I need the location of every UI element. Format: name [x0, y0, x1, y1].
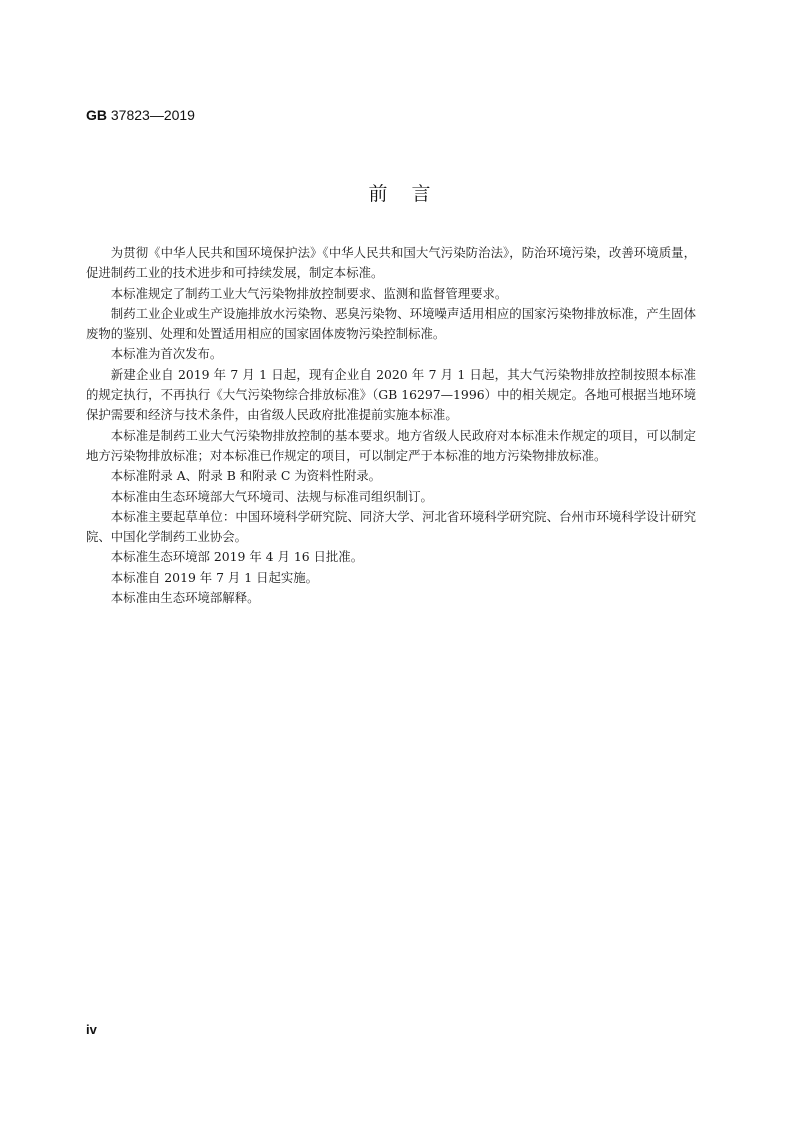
paragraph-implementation: 本标准自 2019 年 7 月 1 日起实施。 — [110, 569, 319, 585]
paragraph-organizer: 本标准由生态环境部大气环境司、法规与标准司组织制订。 — [110, 488, 433, 504]
page-title: 前言 — [368, 183, 455, 205]
paragraph-scope: 本标准规定了制药工业大气污染物排放控制要求、监测和监督管理要求。 — [110, 285, 508, 301]
paragraph-drafting-units: 本标准主要起草单位：中国环境科学研究院、同济大学、河北省环境科学研究院、台州市环境科学设计研究院、中国化学制药工业协会。 — [86, 508, 696, 545]
paragraph-other-pollutants: 制药工业企业或生产设施排放水污染物、恶臭污染物、环境噪声适用相应的国家污染物排放标准，产生固体废物的鉴别、处理和处置适用相应的国家固体废物污染控制标准。 — [86, 305, 696, 342]
page-number: iv — [86, 1022, 97, 1037]
foreword-body — [86, 243, 696, 608]
paragraph-approval: 本标准生态环境部 2019 年 4 月 16 日批准。 — [110, 549, 364, 565]
paragraph-basic-requirements: 本标准是制药工业大气污染物排放控制的基本要求。地方省级人民政府对本标准未作规定的项目，可以制定地方污染物排放标准；对本标准已作规定的项目，可以制定严于本标准的地方污染物排放标准。 — [86, 427, 696, 463]
paragraph-effective-dates: 新建企业自 2019 年 7 月 1 日起，现有企业自 2020 年 7 月 1 日起，其大气污染物排放控制按照本标准的规定执行，不再执行《大气污染物综合排放标准》（GB 16297—1996）中的相关规定。各地可根据当地环境保护需要和经济与技术条件，由省级人民政府批准提前实施本标准。 — [86, 366, 696, 423]
standard-code — [86, 106, 195, 124]
paragraph-purpose: 为贯彻《中华人民共和国环境保护法》《中华人民共和国大气污染防治法》，防治环境污染，改善环境质量，促进制药工业的技术进步和可持续发展，制定本标准。 — [86, 245, 696, 281]
paragraph-appendices: 本标准附录 A、附录 B 和附录 C 为资料性附录。 — [110, 468, 382, 484]
standard-number: 37823—2019 — [107, 107, 195, 123]
standard-prefix: GB — [86, 107, 107, 123]
paragraph-first-release: 本标准为首次发布。 — [110, 346, 223, 362]
paragraph-interpretation: 本标准由生态环境部解释。 — [110, 590, 260, 606]
